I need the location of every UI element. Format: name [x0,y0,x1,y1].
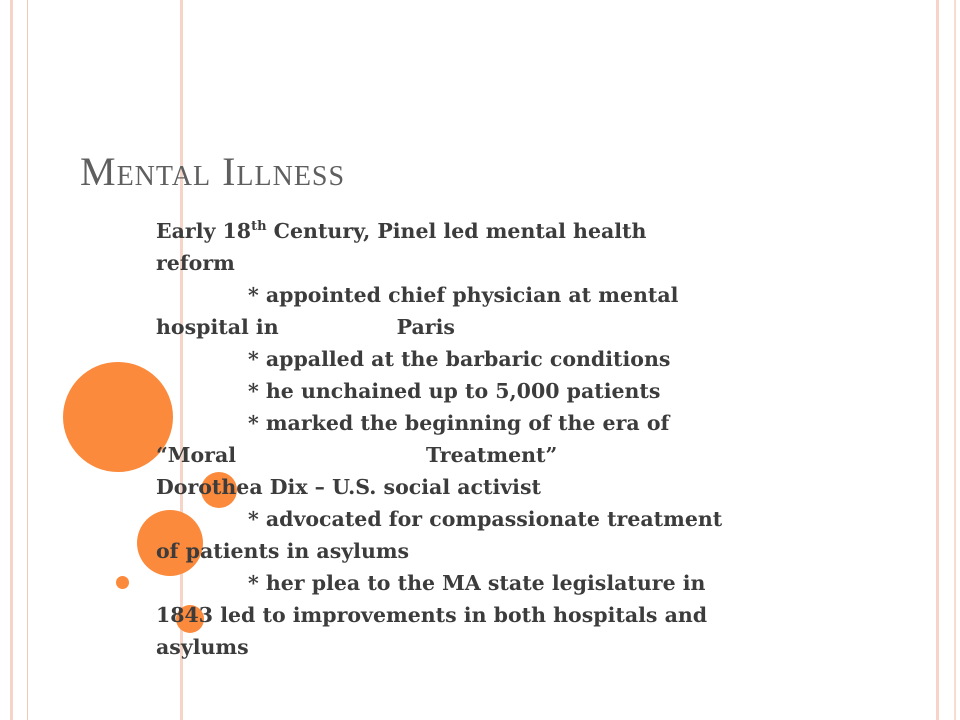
decor-vertical-line [10,0,13,720]
body-line: * appointed chief physician at mental [248,283,679,307]
body-line: reform [156,251,235,275]
decor-vertical-line [936,0,939,720]
body-line: * appalled at the barbaric conditions [248,347,671,371]
decor-vertical-line [27,0,28,720]
body-line: of patients in asylums [156,539,410,563]
body-line: hospital in Paris [156,315,455,339]
decor-circle-tiny [116,576,129,589]
body-line: * advocated for compassionate treatment [248,507,723,531]
body-line: 1843 led to improvements in both hospitals and [156,603,708,627]
body-line: * he unchained up to 5,000 patients [248,379,661,403]
body-line: “Moral Treatment” [156,443,558,467]
body-line: asylums [156,635,249,659]
decor-vertical-line [954,0,956,720]
body-line: Early 18th Century, Pinel led mental health [156,219,647,243]
slide-title: Mental Illness [80,149,346,194]
body-line: * marked the beginning of the era of [248,411,670,435]
body-line: Dorothea Dix – U.S. social activist [156,475,541,499]
body-line: * her plea to the MA state legislature in [248,571,706,595]
slide-body [156,215,876,663]
